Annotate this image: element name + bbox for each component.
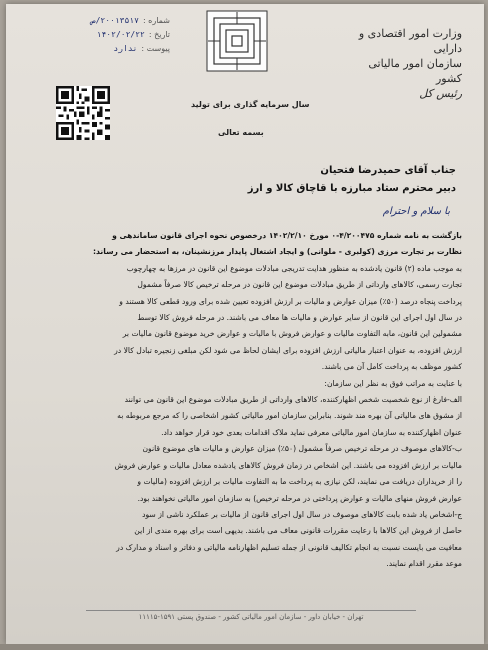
addressee-name: جناب آقای حمیدرضا فتحیان <box>320 165 456 176</box>
body-line: عوارض فروش منهای مالیات و عوارض پرداختی در مرحله ترخیص) به سازمان امور مالیاتی نخواهند بود. <box>137 493 462 503</box>
org-title: رئیس کل <box>419 87 462 100</box>
org-ministry: وزارت امور اقتصادی و دارایی <box>358 27 462 55</box>
number-value: ۲۰۰۱۳۵۱۷/ص <box>90 16 139 25</box>
body-line: در سال اول اجرای این قانون از سایر عوارض و مالیات ها معاف می باشند. در مرحله فروش کالا توسط <box>137 313 462 323</box>
body-line: را از خریداران دریافت می نمایند، لکن نیازی به پرداخت ما به التفاوت مالیات بر ارزش افزوده (مالیات و <box>137 477 462 487</box>
date-value: ۱۴۰۲/۰۲/۲۲ <box>96 30 145 39</box>
body-line: ب-کالاهای موصوف در مرحله ترخیص صرفاً مشمول (۵۰٪) میزان عوارض و مالیات های موضوع قانون <box>142 444 462 454</box>
body-line: بازگشت به نامه شماره ۴/۲۰۰۴۷۵-۰ مورخ ۱۴۰۲/۲/۱۰ درخصوص نحوه اجرای قانون ساماندهی و <box>112 231 462 240</box>
attachment-label: پیوست : <box>141 44 170 53</box>
body-line: الف-فارغ از نوع شخصیت شخص اظهارکننده، کالاهای وارداتی از طریق مبادلات موضوع این قانون می توانند <box>124 395 462 405</box>
body-line: به موجب ماده (۲) قانون یادشده به منظور هدایت تدریجی مبادلات موضوع این قانون در مرزها به چهارچوب <box>126 263 462 273</box>
tax-organization-logo <box>206 10 268 72</box>
letter-body <box>24 228 462 573</box>
addressee <box>36 162 456 198</box>
body-line: ارزش افزوده، به عنوان اعتبار مالیاتی ارزش افزوده برای ایشان لحاظ می شود لکن مبلغی زنجیره تبادل کالا در <box>114 345 462 355</box>
body-line: مالیات بر ارزش افزوده می باشند. این اشخاص در زمان فروش کالاهای یادشده معادل مالیات و عوارض فروش <box>114 460 462 470</box>
body-line: با عنایت به مراتب فوق به نظر این سازمان: <box>324 378 462 388</box>
letter-meta <box>20 14 170 56</box>
body-line: موعد مقرر اقدام نمایند. <box>386 559 462 569</box>
body-line: تجارت رسمی، کالاهای وارداتی از طریق مبادلات موضوع این قانون در مرحله ترخیص کالا صرفاً مشمول <box>137 280 462 290</box>
body-line: پرداخت پنجاه درصد (۵۰٪) میزان عوارض و مالیات بر ارزش افزوده تعیین شده برای ورود قطعی کالا هستند و <box>119 296 462 306</box>
qr-code <box>56 86 110 140</box>
body-line: نظارت بر تجارت مرزی (کولبری - ملوانی) و ایجاد اشتغال پایدار مرزنشینان، به استحضار می رساند: <box>92 247 462 257</box>
body-line: مشمولین این قانون، مابه التفاوت مالیات و عوارض فروش با مالیات و عوارض خرید موضوع قانون مالیات بر <box>122 329 462 339</box>
letter-page <box>6 4 484 644</box>
attachment-value: ندارد <box>113 44 138 53</box>
organization-header <box>342 26 462 101</box>
body-line: معافیت می بایست نسبت به انجام تکالیف قانونی از جمله تسلیم اظهارنامه مالیاتی و دفاتر و اسناد و مدارک در <box>116 542 462 552</box>
year-slogan: سال سرمایه گذاری برای تولید <box>191 100 310 109</box>
body-line: از مشوق های مالیاتی آن بهره مند شوند. بنابراین سازمان امور مالیاتی کشور اشخاصی را که مرجع مربوطه به <box>117 411 462 421</box>
body-line: عنوان اظهارکننده به سازمان امور مالیاتی معرفی نماید ملاک اقدامات بعدی خود قرار خواهد داد. <box>161 427 462 437</box>
addressee-title: دبیر محترم ستاد مبارزه با قاچاق کالا و ارز <box>247 183 456 194</box>
page-edge <box>0 644 488 650</box>
number-label: شماره : <box>142 16 170 25</box>
basmala: بسمه تعالی <box>218 128 264 137</box>
footer-address: تهران - خیابان داور - سازمان امور مالیاتی کشور - صندوق پستی ۱۵۹۱-۱۱۱۱۵ <box>86 610 416 621</box>
org-name: سازمان امور مالیاتی کشور <box>368 57 462 85</box>
date-label: تاریخ : <box>148 30 170 39</box>
body-line: کشور موظف به پرداخت کامل آن می باشند. <box>321 362 462 372</box>
body-line: ج-اشخاص یاد شده بابت کالاهای موصوف در سال اول اجرای قانون از مالیات بر عملکرد ناشی از سود <box>142 509 462 519</box>
body-line: حاصل از فروش این کالاها با رعایت مقررات قانونی معاف می باشند. بدیهی است برای بهره مندی از این <box>134 526 462 536</box>
greeting: با سلام و احترام <box>382 206 450 217</box>
